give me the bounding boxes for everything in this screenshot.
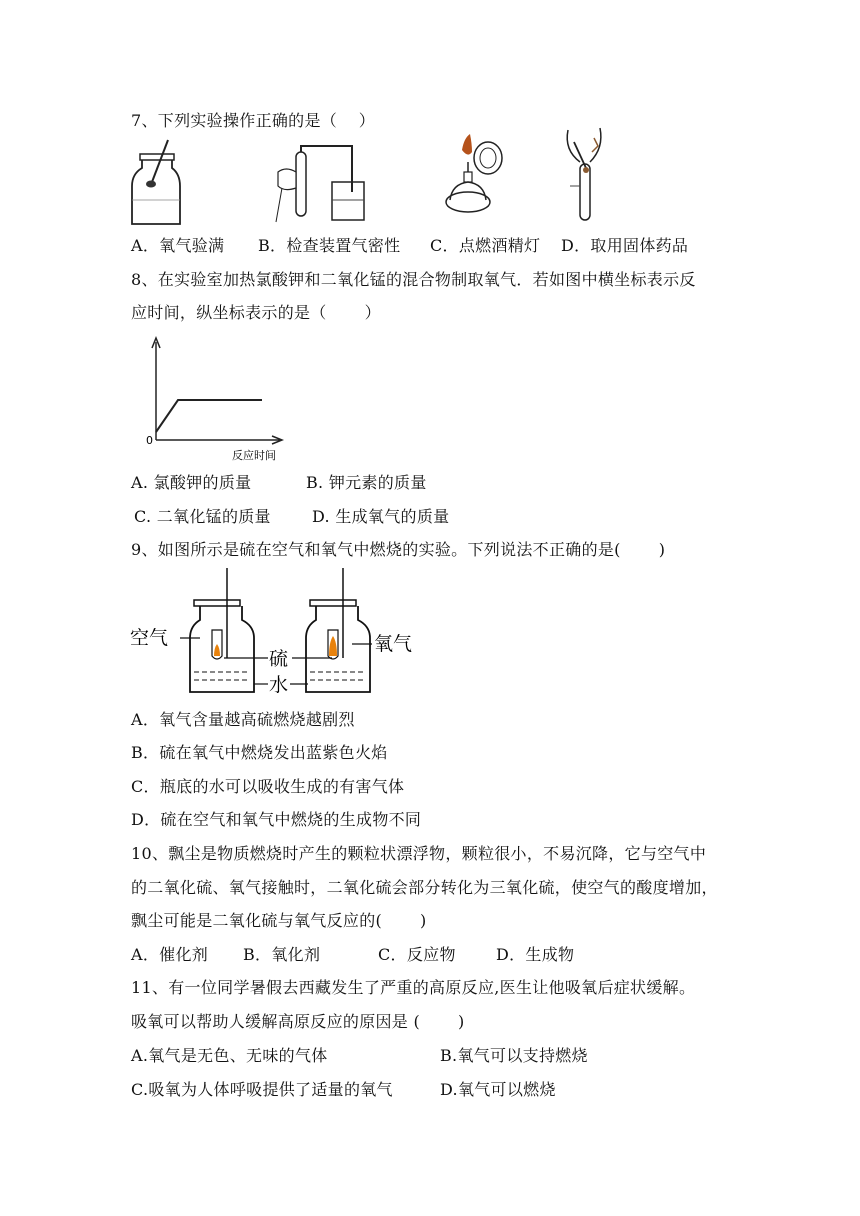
q9-option-b: B．硫在氧气中燃烧发出蓝紫色火焰	[131, 743, 388, 762]
q11-option-d: D.氧气可以燃烧	[440, 1080, 556, 1099]
q11-option-c: C.吸氧为人体呼吸提供了适量的氧气	[131, 1080, 393, 1099]
q10-line1: 10、飘尘是物质燃烧时产生的颗粒状漂浮物，颗粒很小，不易沉降，它与空气中	[131, 844, 707, 863]
label-sulfur: 硫	[269, 648, 289, 670]
label-air: 空气	[130, 627, 169, 649]
q8-option-a: A. 氯酸钾的质量	[131, 473, 252, 492]
q10-option-a: A．催化剂	[131, 945, 209, 964]
q10-line2: 的二氧化硫、氧气接触时，二氧化硫会部分转化为三氧化硫，使空气的酸度增加，	[131, 878, 718, 897]
q7-option-d: D．取用固体药品	[561, 236, 689, 255]
q9-option-d: D．硫在空气和氧气中燃烧的生成物不同	[131, 810, 422, 829]
q7-option-b: B．检查装置气密性	[258, 236, 401, 255]
graph-x-label: 反应时间	[232, 449, 276, 462]
q7-option-c: C．点燃酒精灯	[430, 236, 541, 255]
q7-alcohol-lamp-figure	[438, 128, 508, 216]
q8-option-c: C. 二氧化锰的质量	[134, 507, 271, 526]
q10-line3: 飘尘可能是二氧化硫与氧气反应的( )	[131, 911, 427, 930]
q7-solid-reagent-figure	[560, 124, 610, 224]
q7-option-a: A．氧气验满	[131, 236, 225, 255]
q9-option-c: C．瓶底的水可以吸收生成的有害气体	[131, 777, 405, 796]
q11-line2: 吸氧可以帮助人缓解高原反应的原因是 ( )	[131, 1012, 465, 1031]
q7-airtight-check-figure	[272, 142, 372, 228]
label-oxygen: 氧气	[374, 633, 413, 655]
q11-line1: 11、有一位同学暑假去西藏发生了严重的高原反应,医生让他吸氧后症状缓解。	[131, 978, 696, 997]
q10-option-d: D．生成物	[496, 945, 575, 964]
graph-origin-label: 0	[146, 434, 153, 447]
q8-option-d: D. 生成氧气的质量	[312, 507, 450, 526]
q8-graph	[144, 332, 294, 466]
q7-stem: 7、下列实验操作正确的是（ ）	[131, 111, 376, 130]
q9-option-a: A．氧气含量越高硫燃烧越剧烈	[131, 710, 355, 729]
q11-option-b: B.氧气可以支持燃烧	[440, 1046, 588, 1065]
q9-sulfur-combustion-figure	[128, 566, 428, 700]
q11-option-a: A.氧气是无色、无味的气体	[131, 1046, 328, 1065]
q8-stem-line2: 应时间，纵坐标表示的是（ ）	[131, 303, 381, 322]
q8-stem-line1: 8、在实验室加热氯酸钾和二氧化锰的混合物制取氧气．若如图中横坐标表示反	[131, 270, 696, 289]
q9-stem: 9、如图所示是硫在空气和氧气中燃烧的实验。下列说法不正确的是( )	[131, 540, 666, 559]
label-water: 水	[269, 674, 289, 696]
q10-option-b: B．氧化剂	[243, 945, 321, 964]
q10-option-c: C．反应物	[378, 945, 456, 964]
q7-oxygen-test-figure	[128, 138, 188, 230]
q8-option-b: B. 钾元素的质量	[306, 473, 427, 492]
